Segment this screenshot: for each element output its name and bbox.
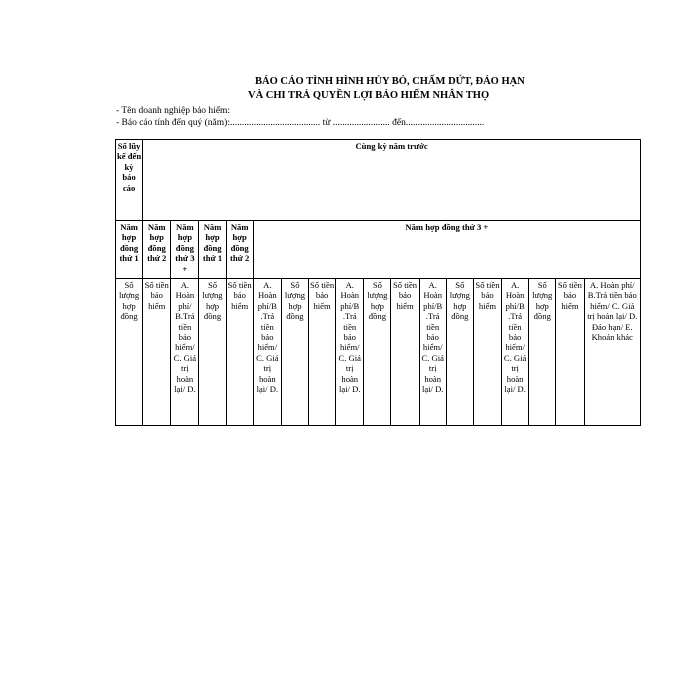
column-header-cell: Số tiền bảo hiểm: [391, 279, 419, 426]
company-name-line: - Tên doanh nghiệp bảo hiểm:: [116, 106, 231, 116]
column-header-cell: A. Hoàn phí/ B.Trả tiền bảo hiểm/ C. Giá trị hoàn lại/ D. Đáo hạn/ E. Khoản khác: [584, 279, 641, 426]
year3-header-cell: Năm hợp đồng thứ 3 +: [253, 221, 640, 279]
column-header-cell: Số tiền bảo hiểm: [226, 279, 253, 426]
column-header-cell: A. Hoàn phí/B .Trả tiền bảo hiểm/ C. Giá trị hoàn lại/ D.: [419, 279, 446, 426]
report-title-line-1: BÁO CÁO TÌNH HÌNH HỦY BỎ, CHẤM DỨT, ĐÁO HẠN: [255, 76, 525, 87]
column-header-cell: Số lượng hợp đồng: [446, 279, 473, 426]
report-title-line-2: VÀ CHI TRẢ QUYỀN LỢI BẢO HIỂM NHÂN THỌ: [248, 90, 490, 101]
column-header-cell: Số lượng hợp đồng: [116, 279, 143, 426]
same-period-header-cell: Cùng kỳ năm trước: [143, 140, 641, 221]
column-header-cell: Số lượng hợp đồng: [529, 279, 556, 426]
column-header-cell: Số lượng hợp đồng: [199, 279, 226, 426]
report-period-line: - Báo cáo tính đến quý (năm):...................................... từ ........................ đến.................................: [116, 118, 485, 128]
year-header-cell: Năm hợp đồng thứ 2: [226, 221, 253, 279]
column-header-cell: A. Hoàn phí/ B.Trả tiền bảo hiểm/ C. Giá trị hoàn lại/ D.: [171, 279, 199, 426]
column-header-cell: Số lượng hợp đồng: [281, 279, 308, 426]
column-header-cell: Số tiền bảo hiểm: [556, 279, 584, 426]
column-header-cell: Số lượng hợp đồng: [364, 279, 391, 426]
column-header-cell: Số tiền bảo hiểm: [473, 279, 501, 426]
column-header-cell: A. Hoàn phí/B .Trả tiền bảo hiểm/ C. Giá trị hoàn lại/ D.: [253, 279, 281, 426]
column-header-cell: Số tiền bảo hiểm: [143, 279, 171, 426]
year-header-cell: Năm hợp đồng thứ 2: [143, 221, 171, 279]
column-header-cell: A. Hoàn phí/B .Trả tiền bảo hiểm/ C. Giá trị hoàn lại/ D.: [502, 279, 529, 426]
report-table: [115, 139, 641, 426]
year-header-cell: Năm hợp đồng thứ 3 +: [171, 221, 199, 279]
year-header-cell: Năm hợp đồng thứ 1: [116, 221, 143, 279]
column-header-cell: Số tiền bảo hiểm: [309, 279, 336, 426]
column-header-cell: A. Hoàn phí/B .Trả tiền bảo hiểm/ C. Giá trị hoàn lại/ D.: [336, 279, 364, 426]
cumulative-header-cell: Số lũy kế đến kỳ báo cáo: [116, 140, 143, 221]
year-header-cell: Năm hợp đồng thứ 1: [199, 221, 226, 279]
